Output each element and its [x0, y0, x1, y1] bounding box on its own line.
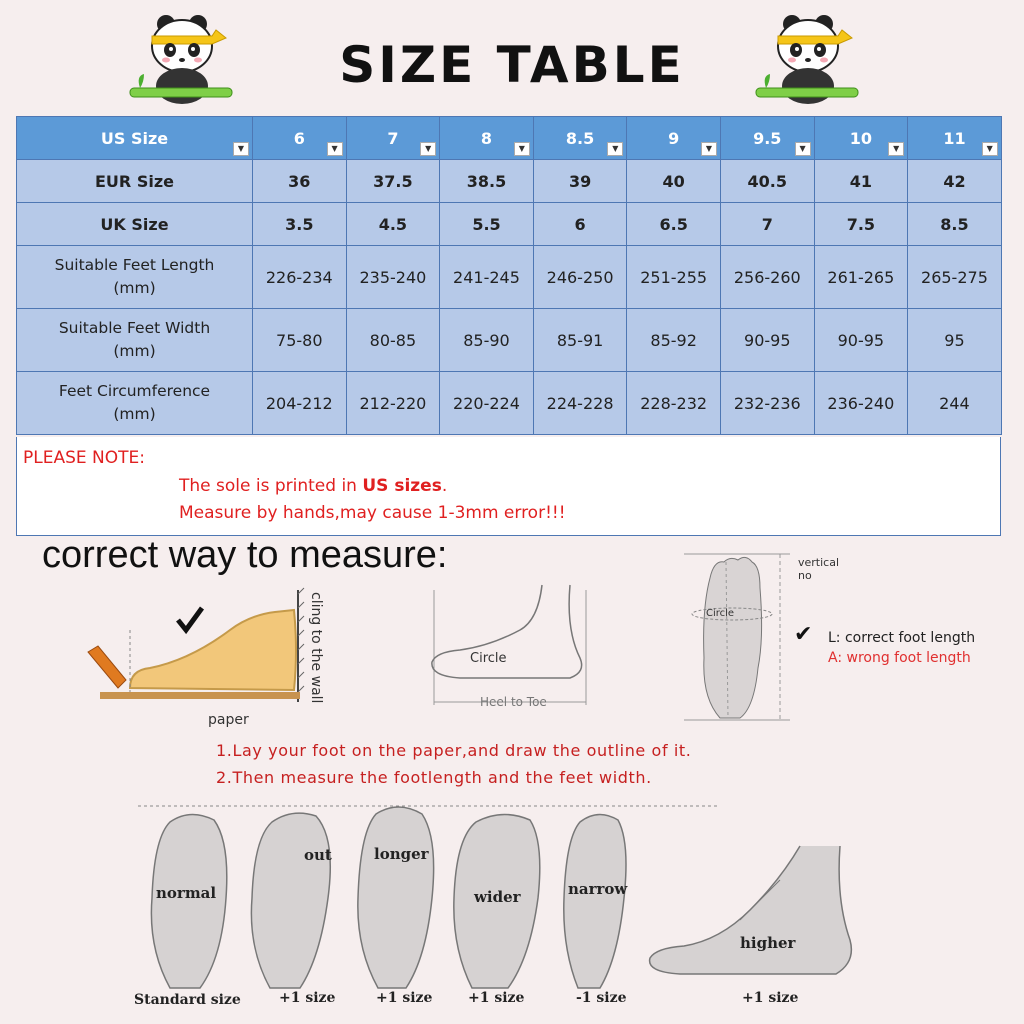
circle-label-top: Circle — [706, 608, 735, 619]
note-emphasis: US sizes — [362, 476, 442, 496]
correct-length-label: L: correct foot length — [828, 630, 976, 646]
table-cell: 232-236 — [720, 372, 814, 435]
table-cell: 246-250 — [533, 246, 627, 309]
size-table — [16, 116, 1002, 435]
table-row-feet-circumference — [17, 372, 1002, 435]
table-cell: 80-85 — [346, 309, 440, 372]
page-title: SIZE TABLE — [339, 36, 685, 94]
row-label: Feet Circumference (mm) — [17, 372, 253, 435]
row-label: EUR Size — [17, 160, 253, 203]
table-cell: 220-224 — [440, 372, 534, 435]
size-label-higher: +1 size — [742, 990, 799, 1006]
instruction-step-2: 2.Then measure the footlength and the feet width. — [216, 768, 652, 787]
size-label-wider: +1 size — [468, 990, 525, 1006]
dropdown-arrow-icon[interactable]: ▼ — [327, 142, 343, 156]
table-cell: 241-245 — [440, 246, 534, 309]
dropdown-arrow-icon[interactable]: ▼ — [982, 142, 998, 156]
header-cell[interactable]: 10 ▼ — [814, 117, 908, 160]
row-label: UK Size — [17, 203, 253, 246]
dropdown-arrow-icon[interactable]: ▼ — [607, 142, 623, 156]
no-label: no — [798, 569, 812, 582]
dropdown-arrow-icon[interactable]: ▼ — [701, 142, 717, 156]
table-cell: 235-240 — [346, 246, 440, 309]
high-instep-foot-illustration — [640, 840, 880, 990]
paper-label: paper — [208, 712, 249, 728]
table-cell: 42 — [908, 160, 1002, 203]
table-cell: 244 — [908, 372, 1002, 435]
table-cell: 40.5 — [720, 160, 814, 203]
header-cell[interactable]: 8 ▼ — [440, 117, 534, 160]
instruction-step-1: 1.Lay your foot on the paper,and draw the outline of it. — [216, 741, 692, 760]
header-cell[interactable]: 9.5 ▼ — [720, 117, 814, 160]
table-cell: 236-240 — [814, 372, 908, 435]
size-label-narrow: -1 size — [576, 990, 627, 1006]
wrong-length-label: A: wrong foot length — [828, 650, 971, 666]
table-cell: 40 — [627, 160, 721, 203]
header-cell[interactable]: 8.5 ▼ — [533, 117, 627, 160]
table-cell: 90-95 — [814, 309, 908, 372]
table-row-eur — [17, 160, 1002, 203]
dropdown-arrow-icon[interactable]: ▼ — [514, 142, 530, 156]
table-cell: 85-91 — [533, 309, 627, 372]
check-icon: ✔ — [794, 622, 813, 647]
table-cell: 7.5 — [814, 203, 908, 246]
table-cell: 224-228 — [533, 372, 627, 435]
header-cell[interactable]: 7 ▼ — [346, 117, 440, 160]
heel-to-toe-label: Heel to Toe — [480, 695, 547, 709]
table-cell: 4.5 — [346, 203, 440, 246]
foot-top-illustration — [680, 548, 800, 726]
foot-label-higher: higher — [740, 934, 796, 952]
foot-label-narrow: narrow — [568, 880, 628, 898]
table-row-feet-width — [17, 309, 1002, 372]
table-cell: 226-234 — [253, 246, 347, 309]
header-cell-us-size[interactable]: US Size ▼ — [17, 117, 253, 160]
table-cell: 8.5 — [908, 203, 1002, 246]
table-header-row — [17, 117, 1002, 160]
header-cell[interactable]: 9 ▼ — [627, 117, 721, 160]
table-cell: 36 — [253, 160, 347, 203]
table-cell: 212-220 — [346, 372, 440, 435]
table-cell: 95 — [908, 309, 1002, 372]
table-cell: 265-275 — [908, 246, 1002, 309]
table-cell: 85-90 — [440, 309, 534, 372]
wall-label: cling to the wall — [308, 592, 324, 704]
table-cell: 41 — [814, 160, 908, 203]
measure-title: correct way to measure: — [42, 534, 448, 576]
table-cell: 6 — [533, 203, 627, 246]
check-icon — [178, 608, 202, 630]
foot-label-normal: normal — [156, 884, 217, 902]
foot-label-longer: longer — [374, 845, 429, 863]
table-cell: 85-92 — [627, 309, 721, 372]
vertical-label: vertical — [798, 556, 840, 569]
row-label: Suitable Feet Length (mm) — [17, 246, 253, 309]
dropdown-arrow-icon[interactable]: ▼ — [233, 142, 249, 156]
note-line-1: The sole is printed in US sizes. — [179, 476, 448, 496]
size-label-out: +1 size — [279, 990, 336, 1006]
table-cell: 37.5 — [346, 160, 440, 203]
foot-label-out: out — [304, 846, 332, 864]
table-cell: 228-232 — [627, 372, 721, 435]
size-label-longer: +1 size — [376, 990, 433, 1006]
table-cell: 39 — [533, 160, 627, 203]
table-cell: 3.5 — [253, 203, 347, 246]
table-cell: 256-260 — [720, 246, 814, 309]
note-line-2: Measure by hands,may cause 1-3mm error!!! — [179, 503, 566, 523]
table-cell: 7 — [720, 203, 814, 246]
table-cell: 6.5 — [627, 203, 721, 246]
foot-label-wider: wider — [474, 888, 521, 906]
dropdown-arrow-icon[interactable]: ▼ — [888, 142, 904, 156]
note-box — [16, 437, 1001, 536]
table-row-feet-length — [17, 246, 1002, 309]
header-cell[interactable]: 11 ▼ — [908, 117, 1002, 160]
note-heading: PLEASE NOTE: — [23, 448, 145, 468]
table-cell: 38.5 — [440, 160, 534, 203]
circle-label: Circle — [470, 651, 507, 666]
table-row-uk — [17, 203, 1002, 246]
table-cell: 204-212 — [253, 372, 347, 435]
dropdown-arrow-icon[interactable]: ▼ — [795, 142, 811, 156]
table-cell: 5.5 — [440, 203, 534, 246]
table-cell: 251-255 — [627, 246, 721, 309]
row-label: Suitable Feet Width (mm) — [17, 309, 253, 372]
size-label-standard: Standard size — [134, 992, 241, 1008]
dropdown-arrow-icon[interactable]: ▼ — [420, 142, 436, 156]
table-cell: 75-80 — [253, 309, 347, 372]
table-cell: 261-265 — [814, 246, 908, 309]
table-cell: 90-95 — [720, 309, 814, 372]
header-cell[interactable]: 6 ▼ — [253, 117, 347, 160]
